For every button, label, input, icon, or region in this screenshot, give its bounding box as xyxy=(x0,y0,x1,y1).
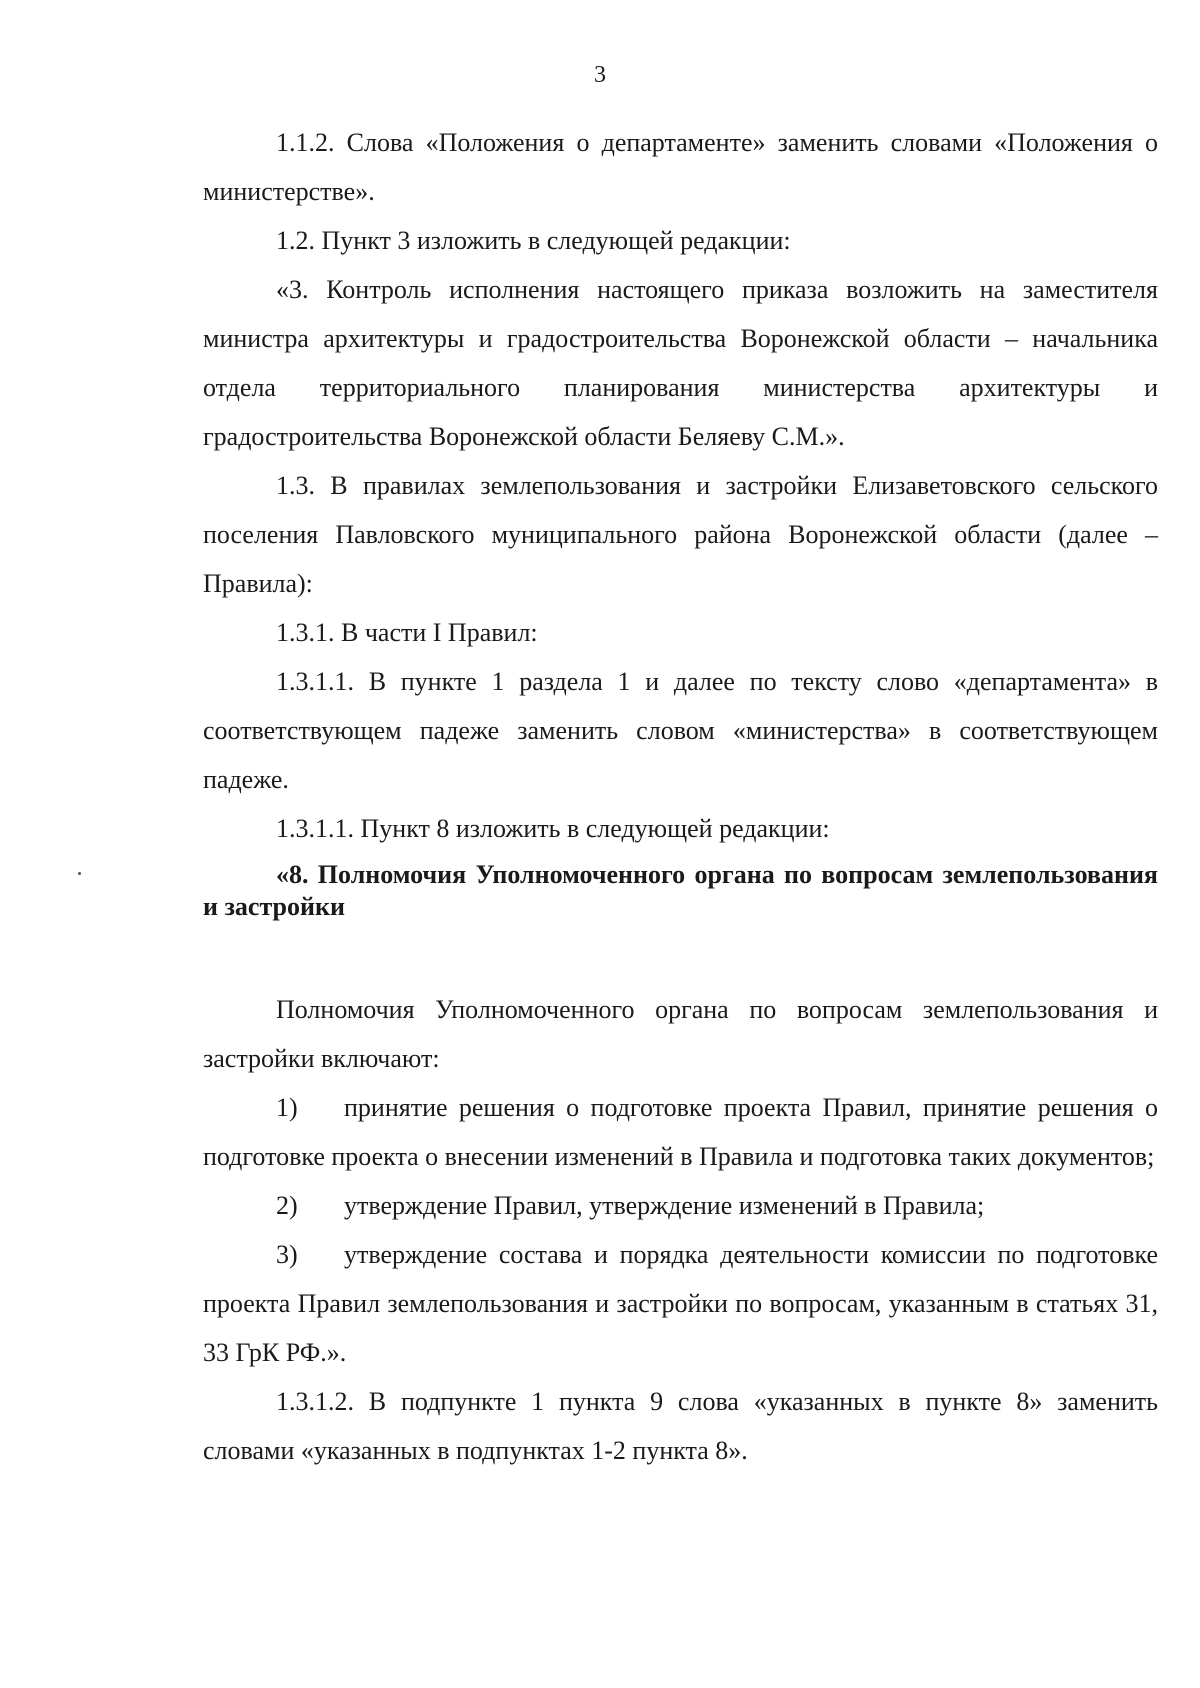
paragraph-powers-intro: Полномочия Уполномоченного органа по вопросам землепользования и застройки включают: xyxy=(203,995,1158,1073)
list-item-1 xyxy=(203,1083,1158,1181)
list-item-text: принятие решения о подготовке проекта Правил, принятие решения о подготовке проекта о внесении изменений в Правила и подготовка таких документов; xyxy=(203,1093,1158,1171)
paragraph-1-3-1-2: 1.3.1.2. В подпункте 1 пункта 9 слова «указанных в пункте 8» заменить словами «указанных в подпунктах 1-2 пункта 8». xyxy=(203,1387,1158,1465)
document-body xyxy=(203,118,1158,1475)
paragraph-1-3-1: 1.3.1. В части I Правил: xyxy=(276,618,538,647)
scan-artifact-dot xyxy=(78,872,81,875)
paragraph-1-3-1-1-a: 1.3.1.1. В пункте 1 раздела 1 и далее по тексту слово «департамента» в соответствующем падеже заменить словом «министерства» в соответствующем падеже. xyxy=(203,667,1158,794)
list-item-3 xyxy=(203,1230,1158,1377)
list-item-text: утверждение Правил, утверждение изменений в Правила; xyxy=(344,1191,985,1220)
paragraph-1-1-2: 1.1.2. Слова «Положения о департаменте» заменить словами «Положения о министерстве». xyxy=(203,128,1158,206)
list-item-number: 3) xyxy=(276,1240,298,1269)
list-item-2 xyxy=(203,1181,1158,1230)
section-heading-8: «8. Полномочия Уполномоченного органа по вопросам землепользования и застройки xyxy=(203,860,1158,921)
paragraph-item-3-quote: «3. Контроль исполнения настоящего приказа возложить на заместителя министра архитектуры и градостроительства Воронежской области – начальника отдела территориального планирования министерства архитектуры и градостроительства Воронежской области Беляеву С.М.». xyxy=(203,275,1158,451)
paragraph-1-3: 1.3. В правилах землепользования и застройки Елизаветовского сельского поселения Павловского муниципального района Воронежской области (далее – Правила): xyxy=(203,471,1158,598)
list-item-number: 2) xyxy=(276,1191,298,1220)
page-number: 3 xyxy=(594,62,606,88)
list-item-text: утверждение состава и порядка деятельности комиссии по подготовке проекта Правил землепользования и застройки по вопросам, указанным в статьях 31, 33 ГрК РФ.». xyxy=(203,1240,1158,1367)
paragraph-1-2: 1.2. Пункт 3 изложить в следующей редакции: xyxy=(276,226,791,255)
list-item-number: 1) xyxy=(276,1093,298,1122)
paragraph-1-3-1-1-b: 1.3.1.1. Пункт 8 изложить в следующей редакции: xyxy=(276,814,830,843)
section-spacer xyxy=(203,923,1158,985)
